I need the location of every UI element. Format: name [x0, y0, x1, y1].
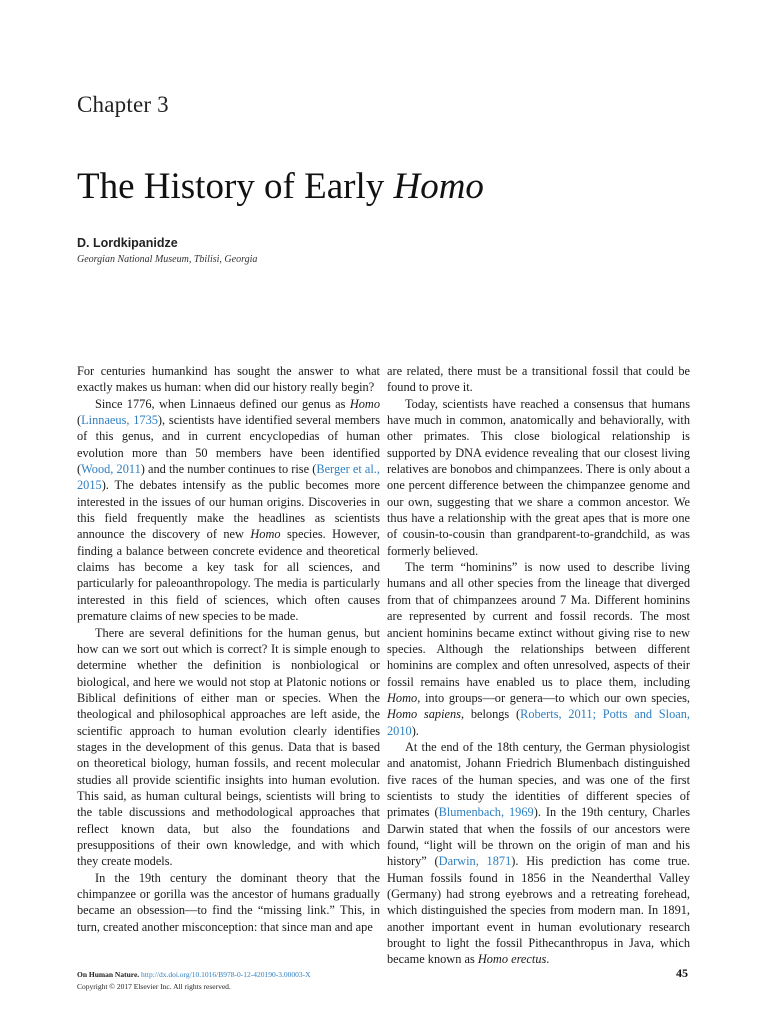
text-run: , belongs ( [460, 707, 521, 722]
footer-copyright: Copyright © 2017 Elsevier Inc. All rights reserved. [77, 982, 231, 991]
text-run: Today, scientists have reached a consensus that humans have much in common, anatomically and behaviorally, with other primates. This close biological relationship is supported by DNA evidence revealing that our closest living relatives are bonobos and chimpanzees. There is only about a one percent difference between the chimpanzee genome and our own, suggesting that we share a common ancestor. We thus have a relationship with the great apes that is more one of cousin-to-cousin than grandparent-to-grandchild, as was formerly believed. [387, 396, 690, 558]
paragraph [387, 396, 690, 559]
text-run: There are several definitions for the human genus, but how can we sort out which is correct? It is simple enough to determine whether the definition is nonbiological or biological, and here we would not stop at Platonic notions or Biblical definitions of either man or species. When the theological and philosophical approaches are left aside, the scientific approach to human evolution clearly identifies stages in the development of this genus. Data that is based on theoretical biology, human fossils, and recent molecular studies all provide scientific insights into human evolution. This said, as human cultural beings, scientists will bring to the table discussions and methodological approaches that reflect known data, but also the foundations and presuppositions of their own knowledge, and with which they create models. [77, 625, 380, 869]
paragraph [77, 396, 380, 625]
page-number: 45 [676, 966, 688, 980]
text-run: ). [411, 723, 419, 738]
italic-text: Homo [250, 527, 281, 542]
text-run: species. However, finding a balance between concrete evidence and theoretical claims has become a key task for all sciences, and particularly for paleoanthropology. The media is particularly interested in this field of sciences, which often causes premature claims of new species to be made. [77, 527, 380, 624]
citation-link[interactable]: Wood, 2011 [81, 462, 141, 477]
text-run: ), scientists have identified several members of this genus, and in current encyclopedias of human evolution more than 50 members have been identified ( [77, 413, 381, 477]
title-main: The History of Early [77, 166, 394, 207]
doi-link[interactable]: http://dx.doi.org/10.1016/B978-0-12-420190-3.00003-X [141, 970, 311, 979]
text-run: . [546, 952, 550, 967]
paragraph [77, 870, 380, 935]
text-run: ). In the 19th century, Charles Darwin stated that when the fossils of our ancestors were found, “light will be thrown on the origin of man and his history” ( [387, 805, 691, 869]
footer-journal-line [77, 970, 311, 979]
chapter-label: Chapter 3 [77, 92, 169, 117]
citation-link[interactable]: Linnaeus, 1735 [81, 413, 158, 428]
italic-text: Homo sapiens [387, 707, 461, 722]
text-run: ). The debates intensify as the public becomes more interested in the issues of our human origins. Discoveries in this field frequently make the headlines as scientists announce the discovery of new [77, 478, 380, 542]
text-run: ). His prediction has come true. Human fossils found in 1856 in the Neanderthal Valley (Germany) had strong eyebrows and a retreating forehead, which distinguished the species from modern man. In 1891, another important event in human evolutionary research brought to light the fossil Pithecanthropus in Java, which became known as [387, 854, 691, 967]
journal-name: On Human Nature. [77, 970, 140, 979]
italic-text: Homo [387, 690, 418, 705]
text-run: For centuries humankind has sought the answer to what exactly makes us human: when did our history really begin? [77, 364, 380, 395]
author-name: D. Lordkipanidze [77, 236, 178, 250]
chapter-title [77, 165, 484, 208]
text-run: In the 19th century the dominant theory that the chimpanzee or gorilla was the ancestor of humans gradually became an obsession—to find the “missing link.” This, in turn, created another misconception: that since man and ape [77, 870, 380, 934]
paragraph [77, 363, 380, 396]
text-run: The term “hominins” is now used to describe living humans and all other species from the lineage that diverged from that of chimpanzees around 7 Ma. Different hominins are represented by current and fossil records. The most ancient hominins became extinct without giving rise to new species. Although the relationships between different hominins are complex and often unresolved, aspects of their fossil remains have enabled us to place them, including [387, 560, 690, 689]
right-column [387, 363, 690, 968]
left-column [77, 363, 380, 935]
text-run: , into groups—or genera—to which our own species, [417, 690, 690, 705]
italic-text: Homo erectus [477, 952, 547, 967]
author-affiliation: Georgian National Museum, Tbilisi, Georgia [77, 254, 258, 265]
italic-text: Homo [349, 396, 380, 411]
text-run: Since 1776, when Linnaeus defined our genus as [95, 396, 350, 411]
text-run: ) and the number continues to rise ( [140, 462, 317, 477]
title-italic: Homo [393, 166, 484, 207]
citation-link[interactable]: Berger et al., 2015 [77, 462, 380, 493]
citation-link[interactable]: Blumenbach, 1969 [438, 805, 534, 820]
text-run: are related, there must be a transitional fossil that could be found to prove it. [387, 364, 690, 395]
citation-link[interactable]: Darwin, 1871 [438, 854, 512, 869]
paragraph [387, 559, 690, 739]
text-run: At the end of the 18th century, the German physiologist and anatomist, Johann Friedrich Blumenbach distinguished five races of the human species, and was one of the first scientists to study the identities of different species of primates ( [387, 739, 690, 820]
paragraph [77, 625, 380, 870]
citation-link[interactable]: Roberts, 2011; Potts and Sloan, 2010 [387, 707, 690, 738]
paragraph [387, 739, 690, 968]
paragraph [387, 363, 690, 396]
text-run: ( [77, 413, 82, 428]
